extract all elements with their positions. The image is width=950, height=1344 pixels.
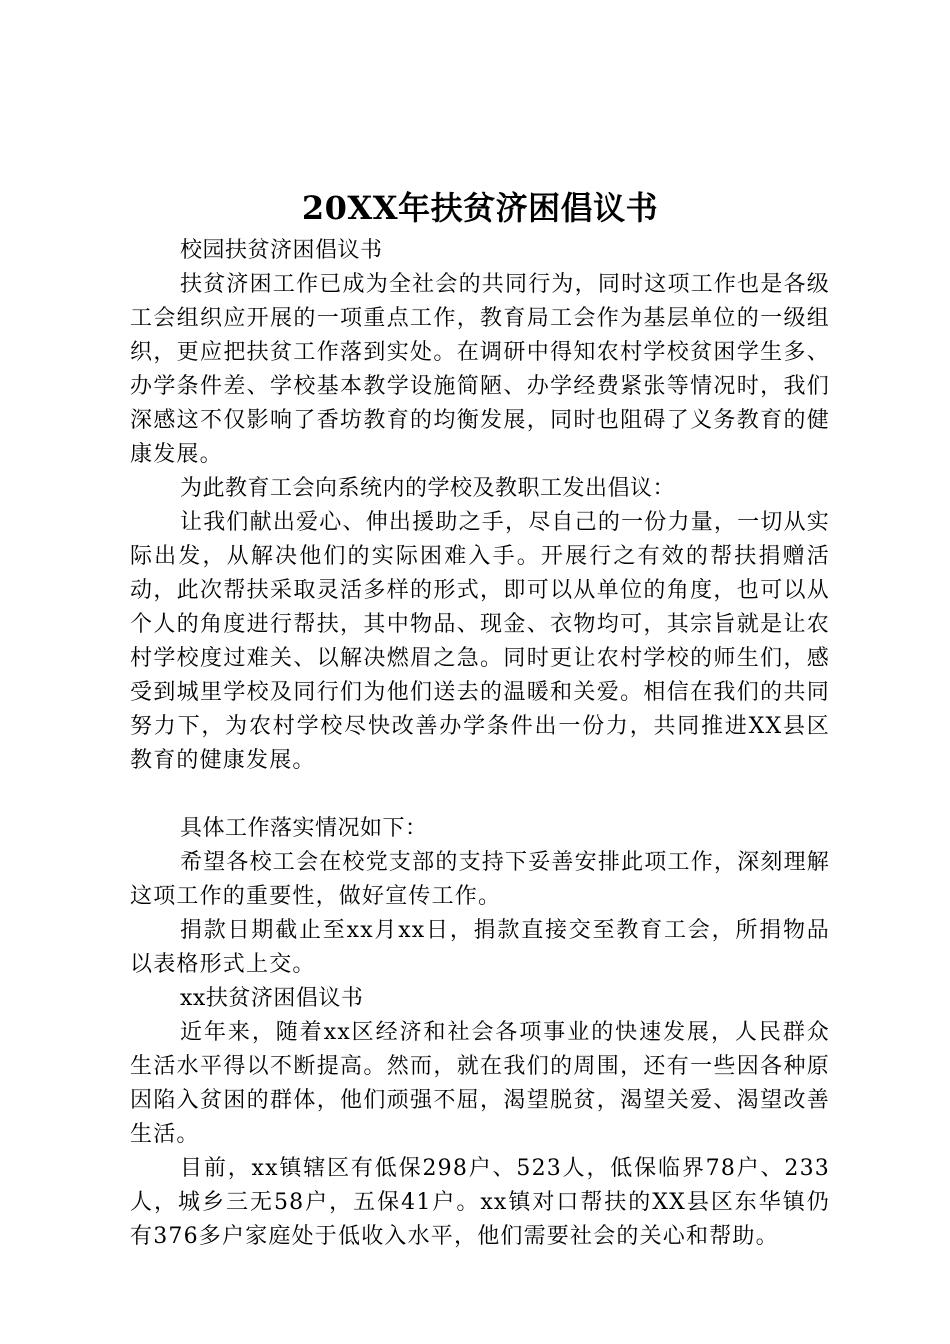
paragraph-intro: 扶贫济困工作已成为全社会的共同行为，同时这项工作也是各级工会组织应开展的一项重点工作，教育局工会作为基层单位的一级组织，更应把扶贫工作落到实处。在调研中得知农村学校贫困学生多、办学条件差、学校基本教学设施简陋、办学经费紧张等情况时，我们深感这不仅影响了香坊教育的均衡发展，同时也阻碍了义务教育的健康发展。 <box>130 272 830 467</box>
paragraph-spacer <box>130 778 830 812</box>
paragraph-proposal: 让我们献出爱心、伸出援助之手，尽自己的一份力量，一切从实际出发，从解决他们的实际困难入手。开展行之有效的帮扶捐赠活动，此次帮扶采取灵活多样的形式，即可以从单位的角度，也可以从个人的角度进行帮扶，其中物品、现金、衣物均可，其宗旨就是让农村学校度过难关、以解决燃眉之急。同时更让农村学校的师生们，感受到城里学校及同行们为他们送去的温暖和关爱。相信在我们的共同努力下，为农村学校尽快改善办学条件出一份力，共同推进XX县区教育的健康发展。 <box>130 510 830 773</box>
paragraph-xx-statistics: 目前，xx镇辖区有低保298户、523人，低保临界78户、233人，城乡三无58户，五保41户。xx镇对口帮扶的XX县区东华镇仍有376多户家庭处于低收入水平，他们需要社会的关心和帮助。 <box>130 1156 830 1249</box>
section-heading-xx: xx扶贫济困倡议书 <box>180 986 364 1011</box>
section-heading-campus: 校园扶贫济困倡议书 <box>180 238 383 263</box>
document-title: 20XX年扶贫济困倡议书 <box>301 189 659 227</box>
paragraph-implementation-1: 希望各校工会在校党支部的支持下妥善安排此项工作，深刻理解这项工作的重要性，做好宣传工作。 <box>130 850 830 909</box>
paragraph-xx-background: 近年来，随着xx区经济和社会各项事业的快速发展，人民群众生活水平得以不断提高。然而，就在我们的周围，还有一些因各种原因陷入贫困的群体，他们顽强不屈，渴望脱贫，渴望关爱、渴望改善生活。 <box>130 1020 830 1147</box>
paragraph-proposal-lead: 为此教育工会向系统内的学校及教职工发出倡议： <box>180 476 676 501</box>
paragraph-implementation-2: 捐款日期截止至xx月xx日，捐款直接交至教育工会，所捐物品以表格形式上交。 <box>130 918 830 977</box>
document-body <box>130 234 830 1254</box>
paragraph-implementation-lead: 具体工作落实情况如下： <box>180 816 428 841</box>
